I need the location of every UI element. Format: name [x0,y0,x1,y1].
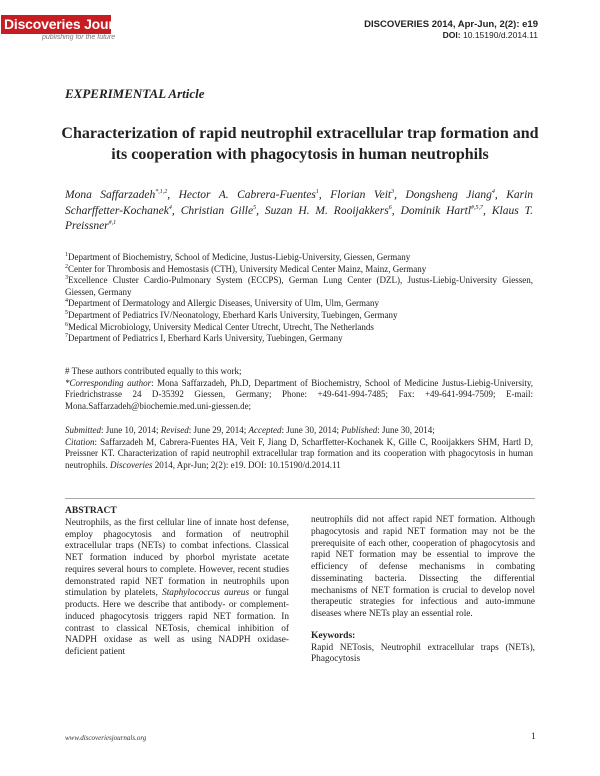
abstract-body-right: neutrophils did not affect rapid NET formation. Although phagocytosis and rapid NET formation may not be the prerequisite of each other, cooperation of phagocytosis and rapid NET formation may be essential to improve the efficiency of defense mechanisms in combating disseminating bacteria. Dissecting the differential mechanisms of NET formation is crucial to develop novel therapeutic strategies for infectious and auto-immune diseases where NETs play an essential role. [311,515,535,619]
footer-url[interactable]: www.discoveriesjournals.org [65,734,147,742]
revised-date: : June 29, 2014; [188,425,249,435]
keywords-label: Keywords [311,630,353,641]
article-title: Characterization of rapid neutrophil extracellular trap formation and its cooperation with phagocytosis in human neutrophils [61,125,539,163]
author: Hector A. Cabrera-Fuentes [178,189,316,201]
affiliation [65,275,533,298]
revised-label: Revised [160,425,189,435]
author: Dominik Hartl [400,204,472,217]
affiliation-text: Medical Microbiology, University Medical Center Utrecht, Utrecht, The Netherlands [68,321,374,332]
citation-journal: Discoveries [110,459,153,470]
affiliation [65,252,533,264]
submitted-date: : June 10, 2014; [101,425,161,435]
doi-label: DOI: [442,30,461,40]
corresponding-label: *Corresponding author [65,377,152,388]
journal-info: DISCOVERIES 2014, Apr-Jun, 2(2): e19 [364,19,538,30]
author-list: Mona Saffarzadeh$^{*,1,2}$, Hector A. Cabrera-Fuentes$^1$, Florian Veit$^3$, Dongsheng Jiang$^4$, Karin Scharffetter-Kochanek$^4$, Christian Gille$^5$, Suzan H. M. Rooijakkers$^6$, Dominik Hartl$^{\#,5,7}$, Klaus T. Preissner$^{\#,1}$ [65,189,534,232]
affiliation [65,310,533,322]
keywords-heading: Keywords: [311,630,356,641]
affiliation-text: Department of Dermatology and Allergic Diseases, University of Ulm, Ulm, Germany [68,298,380,309]
author-affil-sup: #,5,7 [471,204,484,211]
author: Karin Scharffetter-Kochanek [65,189,534,217]
author: Suzan H. M. Rooijakkers [264,204,389,217]
affiliation-text: Department of Pediatrics IV/Neonatology, Eberhard Karls University, Tuebingen, Germany [68,309,398,320]
affiliation [65,333,533,345]
affiliation [65,322,533,334]
affiliation-number: 5 [65,309,68,316]
corresponding-text: : Mona Saffarzadeh, Ph.D, Department of Biochemistry, School of Medicine Justus-Liebig-University, Friedrichstrasse 24 D-35392 Giessen, Germany; Phone: +49-641-994-7485; Fax: +49-641-994-7509; E-mail: Mona.Saffarzadeh@biochemie.med.uni-giessen.de; [65,377,533,411]
journal-logo-tagline: publishing for the future [42,34,116,41]
citation [65,437,533,472]
affiliation-number: 3 [65,275,68,282]
affiliation-list [65,252,533,345]
published-label: Published [341,425,378,435]
affiliation-text: Department of Biochemistry, School of Medicine, Justus-Liebig-University, Giessen, Germany [68,252,411,262]
citation-tail: 2014, Apr-Jun; 2(2): e19. DOI: 10.15190/d.2014.11 [152,459,341,470]
doi-value: 10.15190/d.2014.11 [463,30,538,40]
dates-citation [65,425,533,471]
author-affil-sup: #,1 [108,220,117,227]
author-affil-sup: 4 [491,189,495,196]
affiliation-number: 7 [65,333,68,340]
submitted-label: Submitted [65,425,101,435]
keywords-text: Rapid NETosis, Neutrophil extracellular traps (NETs), Phagocytosis [311,642,535,665]
abstract-right-column [311,515,535,666]
doi-line [443,30,538,40]
affiliation-text: Excellence Cluster Cardio-Pulmonary System (ECCPS), German Lung Center (DZL), Justus-Liebig-University Giessen, Giessen, Germany [65,275,533,297]
author-affil-sup: 6 [388,204,392,211]
affiliation-text: Center for Thrombosis and Hemostasis (CTH), University Medical Center Mainz, Mainz, Germany [68,263,427,274]
abstract-text: Neutrophils, as the first cellular line of innate host defense, employ phagocytosis and formation of neutrophil extracellular traps (NETs) to combat infections. Classical NET formation induced by phorbol myristate acetate requires several hours to complete. However, recent studies demonstrated rapid NET formation in neutrophils upon stimulation by platelets, [65,517,289,599]
affiliation-number: 1 [65,252,68,258]
citation-text: : Saffarzadeh M, Cabrera-Fuentes HA, Veit F, Jiang D, Scharffetter-Kochanek K, Gille C, Rooijakkers SHM, Hartl D, Preissner KT. Characterization of rapid neutrophil extracellular trap formation and its cooperation with phagocytosis in human neutrophils. [65,436,533,470]
affiliation-number: 6 [65,321,68,328]
corresponding-author [65,378,533,413]
author-affil-sup: 3 [391,189,395,196]
accepted-date: : June 30, 2014; [281,425,342,435]
journal-logo: Discoveries Journals [1,15,111,34]
abstract-text: or fungal products. Here we describe that antibody- or complement-induced phagocytosis triggers rapid NET formation. In contrast to classical NETosis, chemical inhibition of NADPH oxidase as well as using NADPH oxidase-deficient patient [65,588,289,657]
accepted-label: Accepted [248,425,282,435]
abstract-body-left [65,518,289,659]
author-notes [65,366,533,412]
author-affil-sup: 5 [253,204,257,211]
publication-dates [65,425,533,437]
affiliation [65,298,533,310]
author: Dongsheng Jiang [405,189,492,201]
page-number: 1 [531,732,536,742]
author: Florian Veit [330,189,392,201]
affiliation-number: 4 [65,298,68,305]
affiliation-number: 2 [65,263,68,270]
author: Klaus T. Preissner [65,204,534,232]
author-affil-sup: 4 [168,204,172,211]
citation-label: Citation [65,436,95,447]
article-type: EXPERIMENTAL Article [65,86,205,101]
author: Mona Saffarzadeh [65,189,156,201]
affiliation-text: Department of Pediatrics I, Eberhard Karls University, Tuebingen, Germany [68,333,343,344]
abstract-heading: ABSTRACT [65,506,117,516]
abstract-left-column [65,506,289,659]
section-divider [65,498,535,499]
affiliation [65,264,533,276]
abstract-species-name: Staphylococcus aureus [162,588,250,599]
published-date: : June 30, 2014; [377,425,435,435]
author-affil-sup: *,1,2 [155,189,168,196]
equal-contribution-note: # These authors contributed equally to this work; [65,366,242,376]
author-affil-sup: 1 [315,189,319,196]
author: Christian Gille [180,204,254,217]
